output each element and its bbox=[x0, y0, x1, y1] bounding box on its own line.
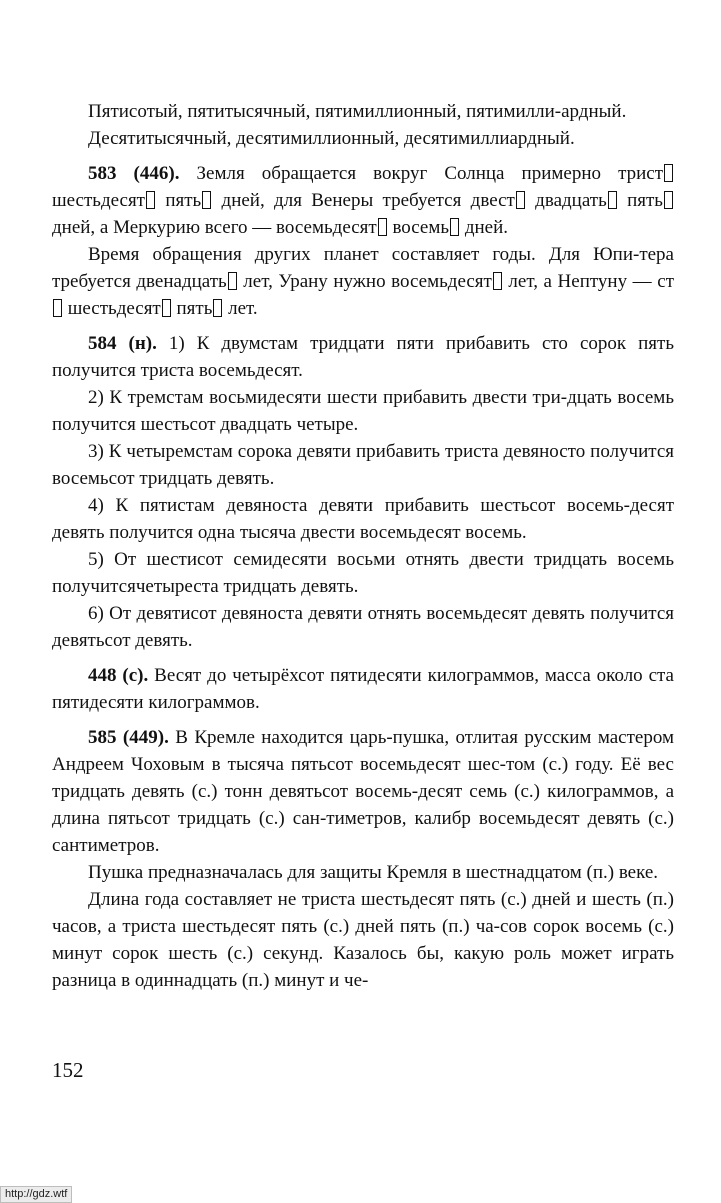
blank-box bbox=[450, 218, 459, 236]
paragraph-583 bbox=[52, 160, 674, 241]
blank-box bbox=[378, 218, 387, 236]
paragraph-2: Десятитысячный, десятимиллионный, десятимиллиардный. bbox=[88, 128, 575, 149]
text-segment: В Кремле находится царь-пушка, отлитая русским мастером Андреем Чоховым в тысяча пятьсот восемьдесят шес-том (с.) году. Её вес тридцать девять (с.) тонн девятьсот восемь-десят семь (с.) килограммов, а длина пятьсот тридцать (с.) сан-тиметров, калибр восемьдесят девять (с.) сантиметров. bbox=[52, 727, 674, 856]
text-segment: лет. bbox=[223, 298, 258, 319]
text-segment: шестьдесят bbox=[63, 298, 161, 319]
blank-box bbox=[493, 272, 502, 290]
paragraph-year: Длина года составляет не триста шестьдесят пять (с.) дней и шесть (п.) часов, а триста шестьдесят пять (с.) дней пять (п.) ча-сов сорок восемь (с.) минут сорок шесть (с.) секунд. Казалось бы, какую роль может играть разница в одиннадцать (п.) минут и че- bbox=[52, 889, 674, 991]
paragraph-planets bbox=[52, 241, 674, 322]
text-segment: Весят до четырёхсот пятидесяти килограммов, масса около ста пятидесяти килограммов. bbox=[52, 665, 674, 713]
exercise-number-585: 585 (449). bbox=[88, 727, 169, 748]
page-text bbox=[52, 98, 674, 994]
blank-box bbox=[516, 191, 525, 209]
paragraph-585 bbox=[52, 724, 674, 859]
text-segment: шестьдесят bbox=[52, 190, 145, 211]
text-segment: лет, Урану нужно восемьдесят bbox=[237, 271, 492, 292]
blank-box bbox=[608, 191, 617, 209]
text-segment: двадцать bbox=[525, 190, 607, 211]
paragraph-584-2: 2) К тремстам восьмидесяти шести прибавить двести три-дцать восемь получится шестьсот двадцать четыре. bbox=[52, 387, 674, 435]
text-segment: лет, а Нептуну — ст bbox=[502, 271, 674, 292]
text-segment: дней, а Меркурию всего — восемьдесят bbox=[52, 217, 377, 238]
blank-box bbox=[664, 191, 673, 209]
text-segment: дней, для Венеры требуется двест bbox=[212, 190, 515, 211]
blank-box bbox=[213, 299, 222, 317]
blank-box bbox=[228, 272, 237, 290]
blank-box bbox=[202, 191, 211, 209]
paragraph-1: Пятисотый, пятитысячный, пятимиллионный, пятимилли-ардный. bbox=[88, 101, 627, 122]
text-segment: пять bbox=[171, 298, 213, 319]
text-segment: пять bbox=[617, 190, 663, 211]
text-segment: восемь bbox=[387, 217, 450, 238]
exercise-number-583: 583 (446). bbox=[88, 163, 180, 184]
source-link[interactable]: http://gdz.wtf bbox=[0, 1186, 72, 1203]
paragraph-584-5: 5) От шестисот семидесяти восьми отнять двести тридцать восемь получитсячетыреста тридцать девять. bbox=[52, 549, 674, 597]
paragraph-448 bbox=[52, 662, 674, 716]
blank-box bbox=[162, 299, 171, 317]
paragraph-584 bbox=[52, 330, 674, 384]
blank-box bbox=[53, 299, 62, 317]
text-segment: 1) К двумстам тридцати пяти прибавить сто сорок пять получится триста восемьдесят. bbox=[52, 333, 674, 381]
text-segment: пять bbox=[156, 190, 202, 211]
blank-box bbox=[664, 164, 673, 182]
paragraph-cannon: Пушка предназначалась для защиты Кремля в шестнадцатом (п.) веке. bbox=[88, 862, 659, 883]
exercise-number-584: 584 (н). bbox=[88, 333, 157, 354]
text-segment: Земля обращается вокруг Солнца примерно трист bbox=[179, 163, 664, 184]
paragraph-584-4: 4) К пятистам девяноста девяти прибавить шестьсот восемь-десят девять получится одна тысяча двести восемьдесят восемь. bbox=[52, 495, 674, 543]
text-segment: дней. bbox=[460, 217, 508, 238]
page-number: 152 bbox=[52, 1058, 84, 1082]
exercise-number-448: 448 (с). bbox=[88, 665, 149, 686]
paragraph-584-3: 3) К четыремстам сорока девяти прибавить триста девяносто получится восемьсот тридцать девять. bbox=[52, 441, 674, 489]
blank-box bbox=[146, 191, 155, 209]
paragraph-584-6: 6) От девятисот девяноста девяти отнять восемьдесят девять получится девятьсот девять. bbox=[52, 603, 674, 651]
text-segment: Время обращения других планет составляет годы. Для Юпи-тера требуется двенадцать bbox=[52, 244, 674, 292]
